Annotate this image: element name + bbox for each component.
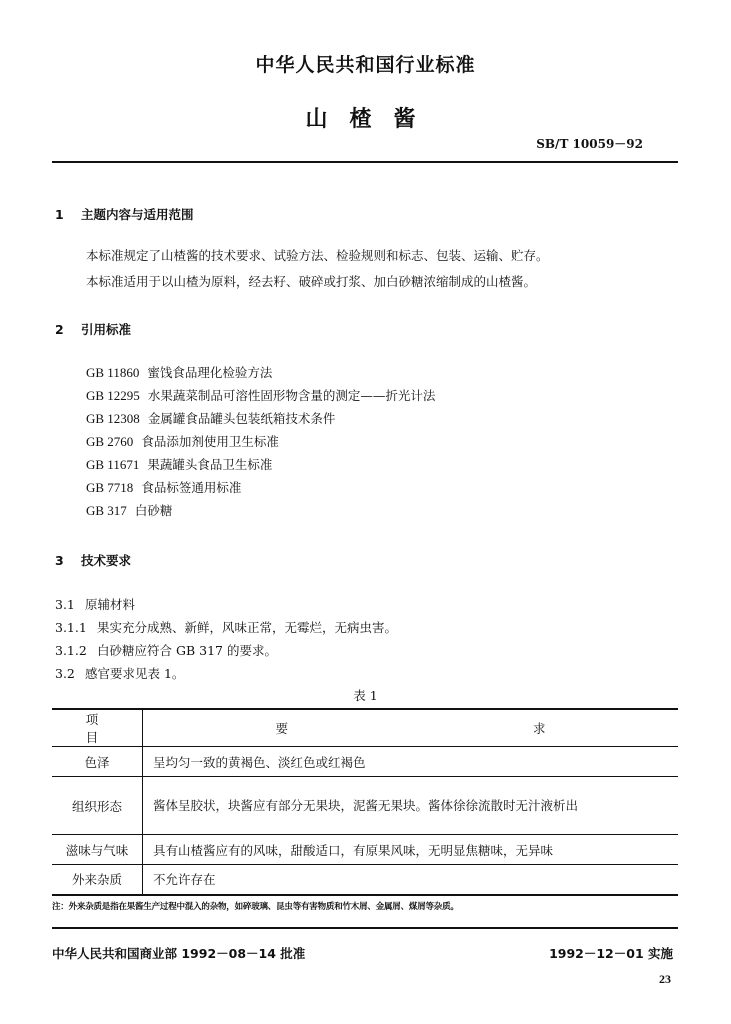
effective-date: 1992－12－01 实施 bbox=[549, 946, 673, 961]
clause-text: 感官要求见表 1。 bbox=[85, 666, 185, 681]
table-row bbox=[52, 777, 678, 835]
reference-item bbox=[86, 455, 272, 473]
section-title: 技术要求 bbox=[81, 553, 132, 568]
row-item: 色泽 bbox=[52, 747, 143, 777]
reference-item bbox=[86, 478, 241, 496]
section-number: 2 bbox=[55, 322, 64, 337]
clause bbox=[55, 618, 397, 636]
row-item: 滋味与气味 bbox=[52, 835, 143, 865]
reference-code: GB 317 bbox=[86, 503, 127, 518]
clause bbox=[55, 664, 184, 682]
header-item: 项目 bbox=[52, 709, 143, 747]
reference-item bbox=[86, 409, 335, 427]
top-rule bbox=[52, 161, 678, 163]
clause-number: 3.2 bbox=[55, 666, 75, 681]
table-caption: 表 1 bbox=[353, 688, 378, 703]
clause-number: 3.1 bbox=[55, 597, 75, 612]
bottom-rule bbox=[52, 927, 678, 929]
table-row bbox=[52, 865, 678, 895]
table-row bbox=[52, 835, 678, 865]
row-requirement: 不允许存在 bbox=[143, 865, 679, 895]
reference-item bbox=[86, 363, 272, 381]
header-req-left: 要 bbox=[275, 721, 288, 736]
reference-item bbox=[86, 386, 435, 404]
sensory-requirements-table bbox=[52, 708, 678, 896]
reference-name: 果蔬罐头食品卫生标准 bbox=[147, 457, 273, 472]
document-title: 山楂酱 bbox=[305, 107, 438, 132]
section-1-paragraph: 本标准规定了山楂酱的技术要求、试验方法、检验规则和标志、包装、运输、贮存。 bbox=[86, 248, 549, 263]
row-requirement: 具有山楂酱应有的风味，甜酸适口，有原果风味，无明显焦糖味，无异味 bbox=[143, 835, 679, 865]
section-1-heading bbox=[55, 205, 194, 223]
header-req-right: 求 bbox=[532, 721, 546, 736]
standard-code: SB/T 10059－92 bbox=[536, 137, 643, 151]
table-row bbox=[52, 747, 678, 777]
reference-code: GB 12295 bbox=[86, 388, 140, 403]
reference-code: GB 11860 bbox=[86, 365, 140, 380]
reference-name: 食品添加剂使用卫生标准 bbox=[141, 434, 279, 449]
reference-code: GB 2760 bbox=[86, 434, 134, 449]
header-title: 中华人民共和国行业标准 bbox=[255, 54, 476, 76]
clause bbox=[55, 641, 277, 659]
clause-text: 果实充分成熟、新鲜，风味正常，无霉烂，无病虫害。 bbox=[97, 620, 398, 635]
reference-code: GB 12308 bbox=[86, 411, 140, 426]
section-title: 引用标准 bbox=[81, 322, 132, 337]
section-number: 1 bbox=[55, 207, 64, 222]
table-header-row bbox=[52, 709, 678, 747]
reference-name: 水果蔬菜制品可溶性固形物含量的测定——折光计法 bbox=[147, 388, 436, 403]
reference-name: 金属罐食品罐头包装纸箱技术条件 bbox=[147, 411, 336, 426]
reference-code: GB 7718 bbox=[86, 480, 134, 495]
section-1-paragraph: 本标准适用于以山楂为原料，经去籽、破碎或打浆、加白砂糖浓缩制成的山楂酱。 bbox=[86, 274, 537, 289]
reference-name: 蜜饯食品理化检验方法 bbox=[147, 365, 273, 380]
approval-date: 中华人民共和国商业部 1992－08－14 批准 bbox=[52, 946, 306, 961]
table-note: 注：外来杂质是指在果酱生产过程中混入的杂物，如碎玻璃、昆虫等有害物质和竹木屑、金属屑、煤屑等杂质。 bbox=[52, 902, 459, 912]
clause-number: 3.1.1 bbox=[55, 620, 87, 635]
section-2-heading bbox=[55, 320, 131, 338]
clause bbox=[55, 595, 135, 613]
row-item: 组织形态 bbox=[52, 777, 143, 835]
reference-item bbox=[86, 501, 172, 519]
reference-item bbox=[86, 432, 279, 450]
page-number: 23 bbox=[659, 972, 671, 986]
clause-text: 原辅材料 bbox=[85, 597, 136, 612]
section-3-heading bbox=[55, 551, 131, 569]
section-number: 3 bbox=[55, 553, 64, 568]
section-title: 主题内容与适用范围 bbox=[81, 207, 194, 222]
row-requirement: 呈均匀一致的黄褐色、淡红色或红褐色 bbox=[143, 747, 679, 777]
reference-name: 食品标签通用标准 bbox=[141, 480, 242, 495]
reference-code: GB 11671 bbox=[86, 457, 140, 472]
header-requirement bbox=[143, 709, 679, 747]
row-item: 外来杂质 bbox=[52, 865, 143, 895]
reference-name: 白砂糖 bbox=[134, 503, 173, 518]
row-requirement: 酱体呈胶状，块酱应有部分无果块，泥酱无果块。酱体徐徐流散时无汁液析出 bbox=[143, 777, 679, 835]
clause-text: 白砂糖应符合 GB 317 的要求。 bbox=[97, 643, 277, 658]
clause-number: 3.1.2 bbox=[55, 643, 87, 658]
